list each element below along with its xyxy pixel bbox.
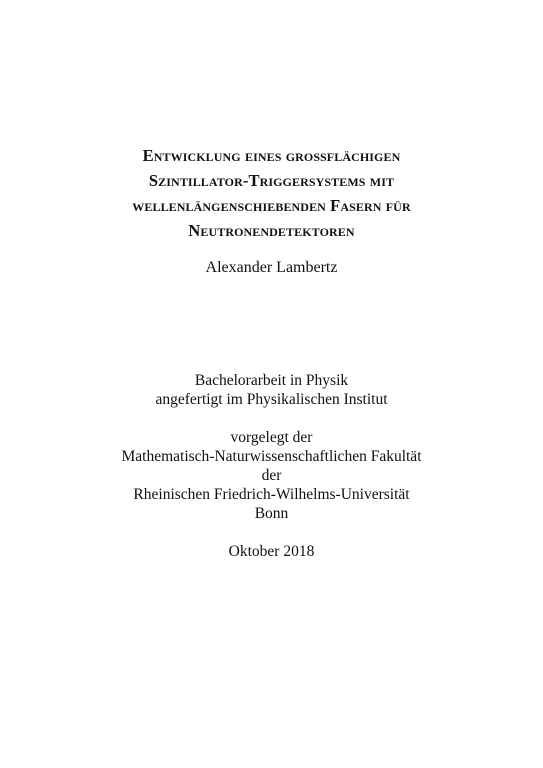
- submission-connector: der: [261, 467, 282, 484]
- spacer: [0, 409, 543, 428]
- title-line-4: Neutronendetektoren: [188, 221, 355, 240]
- university-name: Rheinischen Friedrich-Wilhelms-Universität: [133, 486, 410, 503]
- thesis-institute: angefertigt im Physikalischen Institut: [155, 391, 388, 408]
- thesis-type: Bachelorarbeit in Physik: [194, 372, 349, 389]
- submission-date: Oktober 2018: [228, 543, 315, 560]
- thesis-title: [0, 143, 543, 243]
- title-line-1: Entwicklung eines großflächigen: [142, 146, 401, 165]
- submission-intro: vorgelegt der: [230, 429, 313, 446]
- thesis-info: [0, 371, 543, 561]
- author-name: Alexander Lambertz: [205, 259, 338, 276]
- title-line-3: wellenlängenschiebenden Fasern für: [132, 196, 411, 215]
- title-line-2: Szintillator-Triggersystems mit: [148, 171, 395, 190]
- faculty-name: Mathematisch-Naturwissenschaftlichen Fakultät: [121, 448, 422, 465]
- city-name: Bonn: [254, 505, 289, 522]
- spacer: [0, 523, 543, 542]
